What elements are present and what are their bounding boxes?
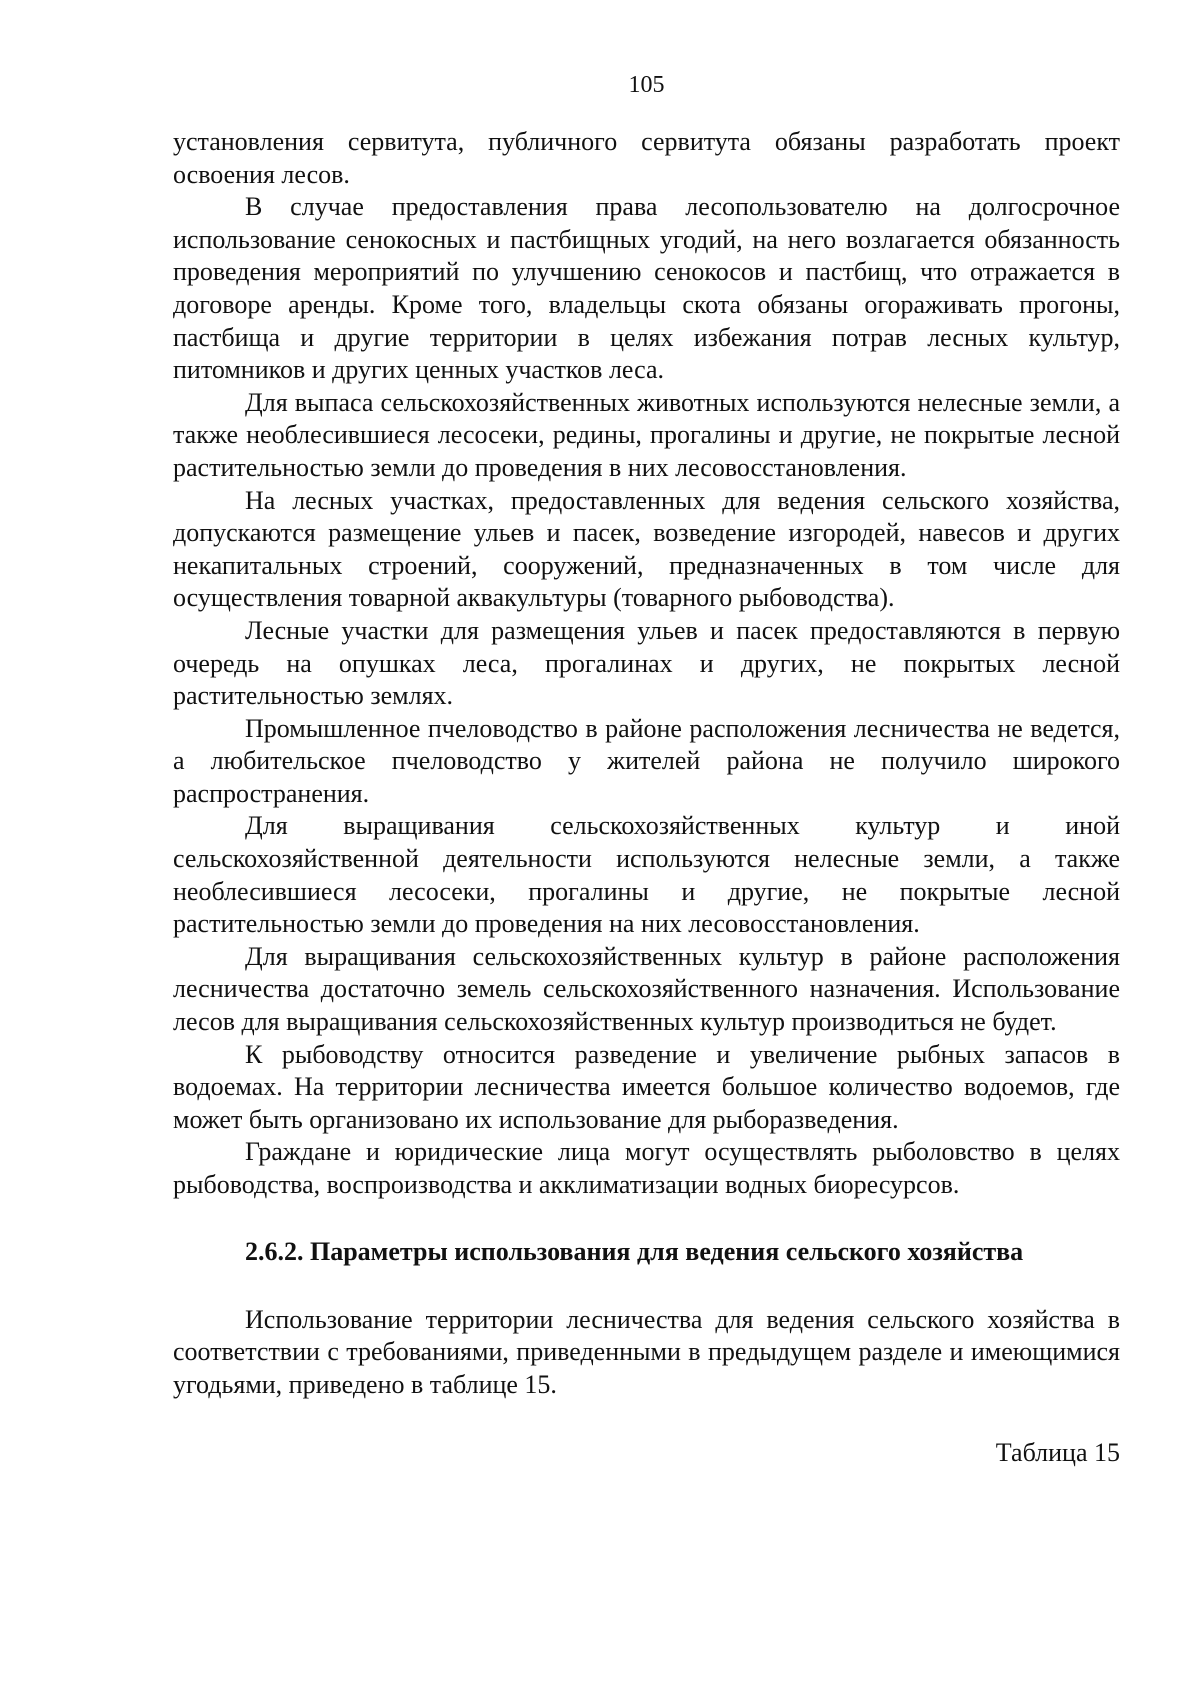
paragraph: Для выращивания сельскохозяйственных культур и иной сельскохозяйственной деятельности используются нелесные земли, а также необлесившиеся лесосеки, прогалины и другие, не покрытые лесной растительностью земли до проведения на них лесовосстановления.: [173, 811, 1120, 939]
paragraph: Для выпаса сельскохозяйственных животных используются нелесные земли, а также необлесившиеся лесосеки, редины, прогалины и другие, не покрытые лесной растительностью земли до проведения в них лесовосстановления.: [173, 387, 1120, 482]
body-text-before: [173, 126, 1120, 1202]
paragraph: Использование территории лесничества для ведения сельского хозяйства в соответствии с требованиями, приведенными в предыдущем разделе и имеющимися угодьями, приведено в таблице 15.: [173, 1304, 1120, 1399]
paragraph: установления сервитута, публичного сервитута обязаны разработать проект освоения лесов.: [173, 127, 1120, 189]
paragraph: К рыбоводству относится разведение и увеличение рыбных запасов в водоемах. На территории лесничества имеется большое количество водоемов, где может быть организовано их использование для рыборазведения.: [173, 1039, 1120, 1134]
section-heading: 2.6.2. Параметры использования для ведения сельского хозяйства: [245, 1236, 1024, 1266]
document-page: [173, 70, 1120, 1469]
paragraph: Промышленное пчеловодство в районе расположения лесничества не ведется, а любительское пчеловодство у жителей района не получило широкого распространения.: [173, 713, 1120, 808]
paragraph: Граждане и юридические лица могут осуществлять рыболовство в целях рыбоводства, воспроизводства и акклиматизации водных биоресурсов.: [173, 1137, 1120, 1199]
body-text-after: [173, 1304, 1120, 1402]
table-label: Таблица 15: [995, 1438, 1120, 1468]
paragraph: Для выращивания сельскохозяйственных культур в районе расположения лесничества достаточно земель сельскохозяйственного назначения. Использование лесов для выращивания сельскохозяйственных культур производиться не будет.: [173, 941, 1120, 1037]
page-number: 105: [628, 72, 665, 98]
paragraph: На лесных участках, предоставленных для ведения сельского хозяйства, допускаются размещение ульев и пасек, возведение изгородей, навесов и других некапитальных строений, сооружений, предназначенных в том числе для осуществления товарной аквакультуры (товарного рыбоводства).: [173, 485, 1120, 613]
paragraph: Лесные участки для размещения ульев и пасек предоставляются в первую очередь на опушках леса, прогалинах и других, не покрытых лесной растительностью землях.: [173, 615, 1120, 711]
paragraph: В случае предоставления права лесопользователю на долгосрочное использование сенокосных и пастбищных угодий, на него возлагается обязанность проведения мероприятий по улучшению сенокосов и пастбищ, что отражается в договоре аренды. Кроме того, владельцы скота обязаны огораживать прогоны, пастбища и другие территории в целях избежания потрав лесных культур, питомников и других ценных участков леса.: [173, 192, 1120, 385]
